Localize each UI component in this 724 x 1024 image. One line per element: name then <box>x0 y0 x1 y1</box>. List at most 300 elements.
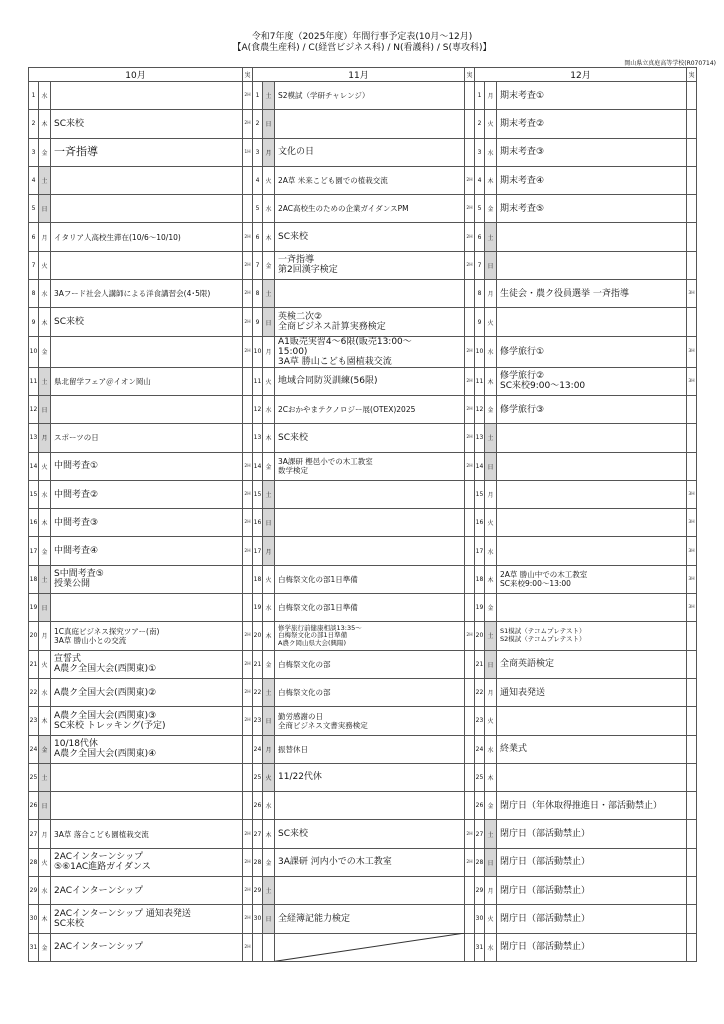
day-number: 5 <box>475 195 485 223</box>
day-number: 1 <box>475 82 485 110</box>
weekday: 火 <box>39 848 51 876</box>
event-cell: 閉庁日（部活動禁止） <box>497 820 687 848</box>
weekday: 木 <box>39 308 51 336</box>
event-cell: SC来校 <box>275 223 465 251</box>
mark-cell <box>687 678 697 706</box>
weekday <box>263 933 275 961</box>
table-row <box>29 452 697 480</box>
day-number: 22 <box>29 678 39 706</box>
weekday: 火 <box>485 905 497 933</box>
weekday: 土 <box>39 367 51 395</box>
event-cell: 10/18代休 A農ク全国大会(西関東)④ <box>51 735 243 763</box>
weekday: 木 <box>485 367 497 395</box>
day-number: 12 <box>29 395 39 423</box>
event-cell: 閉庁日（年休取得推進日・部活動禁止） <box>497 792 687 820</box>
mark-cell <box>687 763 697 791</box>
mark-cell: 2H <box>243 905 253 933</box>
mark-cell: 2H <box>465 223 475 251</box>
day-number: 27 <box>475 820 485 848</box>
event-cell: 3A課研 河内小での木工教室 <box>275 848 465 876</box>
weekday: 金 <box>263 251 275 279</box>
day-number: 17 <box>475 537 485 565</box>
weekday: 火 <box>263 367 275 395</box>
day-number: 27 <box>253 820 263 848</box>
mark-cell <box>687 395 697 423</box>
day-number: 29 <box>29 877 39 905</box>
weekday: 土 <box>39 166 51 194</box>
weekday: 月 <box>485 877 497 905</box>
day-number: 20 <box>29 622 39 650</box>
mark-cell: 2H <box>243 509 253 537</box>
table-row <box>29 650 697 678</box>
mark-cell <box>465 565 475 593</box>
mark-cell: 2H <box>465 622 475 650</box>
weekday: 土 <box>39 565 51 593</box>
mark-cell: 2H <box>465 424 475 452</box>
weekday: 月 <box>485 480 497 508</box>
mark-cell <box>243 195 253 223</box>
event-cell <box>497 223 687 251</box>
event-cell <box>275 537 465 565</box>
event-cell: 2Cおかやまテクノロジー展(OTEX)2025 <box>275 395 465 423</box>
weekday: 金 <box>39 336 51 367</box>
event-cell: SC来校 <box>275 424 465 452</box>
mark-cell: 2H <box>243 251 253 279</box>
day-number: 30 <box>29 905 39 933</box>
day-number: 31 <box>29 933 39 961</box>
weekday: 水 <box>39 82 51 110</box>
weekday: 木 <box>263 424 275 452</box>
mark-cell: 2H <box>243 707 253 735</box>
day-number: 25 <box>29 763 39 791</box>
mark-cell: 3H <box>687 594 697 622</box>
event-cell: SC来校 <box>51 110 243 138</box>
event-cell: 全商英語検定 <box>497 650 687 678</box>
event-cell <box>51 395 243 423</box>
event-cell: 修学旅行① <box>497 336 687 367</box>
day-number: 20 <box>253 622 263 650</box>
weekday: 水 <box>39 877 51 905</box>
day-number: 20 <box>475 622 485 650</box>
event-cell: 期末考査② <box>497 110 687 138</box>
mark-cell: 2H <box>243 280 253 308</box>
table-row <box>29 251 697 279</box>
schedule-table <box>28 67 697 962</box>
event-cell: 白梅祭文化の部 <box>275 650 465 678</box>
weekday: 日 <box>39 594 51 622</box>
event-cell: スポーツの日 <box>51 424 243 452</box>
weekday: 木 <box>39 707 51 735</box>
mark-cell: 2H <box>465 452 475 480</box>
event-cell <box>497 707 687 735</box>
mark-cell: 2H <box>465 195 475 223</box>
table-row <box>29 622 697 650</box>
day-number: 24 <box>29 735 39 763</box>
month-header-oct: 10月 <box>29 68 243 82</box>
month-header-dec: 12月 <box>475 68 687 82</box>
event-cell: 3A草 落合こども園植栽交流 <box>51 820 243 848</box>
event-cell <box>51 166 243 194</box>
mark-cell: 2H <box>243 308 253 336</box>
table-row <box>29 905 697 933</box>
day-number: 9 <box>475 308 485 336</box>
mark-cell <box>243 424 253 452</box>
day-number: 8 <box>29 280 39 308</box>
weekday: 水 <box>485 933 497 961</box>
mark-cell: 2H <box>243 877 253 905</box>
day-number: 16 <box>253 509 263 537</box>
event-cell: 期末考査⑤ <box>497 195 687 223</box>
mark-cell <box>687 650 697 678</box>
day-number: 18 <box>253 565 263 593</box>
event-cell: 中間考査② <box>51 480 243 508</box>
event-cell: S1模試（テコムプレテスト） S2模試（テコムプレテスト） <box>497 622 687 650</box>
weekday: 木 <box>39 110 51 138</box>
event-cell: 文化の日 <box>275 138 465 166</box>
day-number: 13 <box>253 424 263 452</box>
mark-cell <box>465 537 475 565</box>
day-number: 9 <box>253 308 263 336</box>
mark-cell <box>687 195 697 223</box>
mark-cell <box>465 594 475 622</box>
mark-cell <box>465 707 475 735</box>
day-number: 14 <box>475 452 485 480</box>
day-number: 15 <box>475 480 485 508</box>
event-cell: SC来校 <box>51 308 243 336</box>
day-number: 25 <box>475 763 485 791</box>
mark-cell: 2H <box>243 452 253 480</box>
table-row <box>29 195 697 223</box>
mark-cell <box>465 480 475 508</box>
day-number: 14 <box>253 452 263 480</box>
weekday: 土 <box>485 424 497 452</box>
day-number: 4 <box>475 166 485 194</box>
event-cell: 期末考査① <box>497 82 687 110</box>
mark-cell: 2H <box>243 480 253 508</box>
day-number: 22 <box>475 678 485 706</box>
weekday: 金 <box>39 933 51 961</box>
event-cell: 修学旅行前健康相談13:35～ 白梅祭文化の部1日準備 A農ク岡山県大会(興陽) <box>275 622 465 650</box>
table-row <box>29 138 697 166</box>
day-number: 23 <box>475 707 485 735</box>
mark-cell <box>687 735 697 763</box>
weekday: 水 <box>39 280 51 308</box>
page-subtitle: 【A(食農生産科) / C(経営ビジネス科) / N(看護科) / S(専攻科)】 <box>232 43 492 53</box>
event-cell <box>51 251 243 279</box>
day-number: 18 <box>29 565 39 593</box>
day-number: 3 <box>253 138 263 166</box>
day-number: 16 <box>475 509 485 537</box>
event-cell: 白梅祭文化の部 <box>275 678 465 706</box>
day-number: 23 <box>253 707 263 735</box>
mark-cell <box>687 223 697 251</box>
event-cell <box>497 424 687 452</box>
event-cell <box>275 933 465 961</box>
mark-cell: 3H <box>687 565 697 593</box>
weekday: 水 <box>263 395 275 423</box>
day-number: 13 <box>475 424 485 452</box>
mark-cell <box>465 877 475 905</box>
mark-cell <box>465 110 475 138</box>
event-cell: 全経簿記能力検定 <box>275 905 465 933</box>
mark-cell: 2H <box>243 223 253 251</box>
weekday: 水 <box>485 537 497 565</box>
event-cell: 県北留学フェア＠イオン岡山 <box>51 367 243 395</box>
table-row <box>29 735 697 763</box>
day-number: 7 <box>29 251 39 279</box>
weekday: 土 <box>263 480 275 508</box>
mark-cell: 2H <box>465 848 475 876</box>
weekday: 土 <box>485 223 497 251</box>
event-cell: 一斉指導 第2回漢字検定 <box>275 251 465 279</box>
mark-cell: 2H <box>465 395 475 423</box>
table-row <box>29 565 697 593</box>
event-cell <box>51 195 243 223</box>
table-row <box>29 509 697 537</box>
mark-cell: 2H <box>465 367 475 395</box>
day-number: 26 <box>475 792 485 820</box>
event-cell: 中間考査④ <box>51 537 243 565</box>
event-cell <box>275 280 465 308</box>
mark-cell: 2H <box>243 933 253 961</box>
mark-cell <box>465 82 475 110</box>
event-cell: 白梅祭文化の部1日準備 <box>275 565 465 593</box>
day-number: 2 <box>253 110 263 138</box>
weekday: 火 <box>263 565 275 593</box>
day-number: 5 <box>29 195 39 223</box>
weekday: 日 <box>263 905 275 933</box>
day-number: 1 <box>253 82 263 110</box>
mark-cell: 3H <box>687 367 697 395</box>
weekday: 土 <box>263 82 275 110</box>
day-number: 10 <box>253 336 263 367</box>
day-number: 11 <box>29 367 39 395</box>
event-cell <box>497 480 687 508</box>
weekday: 木 <box>263 622 275 650</box>
weekday: 日 <box>39 395 51 423</box>
weekday: 木 <box>39 509 51 537</box>
table-row <box>29 594 697 622</box>
table-row <box>29 707 697 735</box>
event-cell: 勤労感謝の日 全商ビジネス文書実務検定 <box>275 707 465 735</box>
weekday: 土 <box>263 877 275 905</box>
event-cell: 3Aフード社会人講師による洋食講習会(4･5限) <box>51 280 243 308</box>
day-number: 8 <box>475 280 485 308</box>
event-cell: 2AC高校生のための企業ガイダンスPM <box>275 195 465 223</box>
mark-cell <box>465 509 475 537</box>
event-cell <box>275 792 465 820</box>
event-cell: 2A草 米来こども園での植栽交流 <box>275 166 465 194</box>
day-number: 11 <box>253 367 263 395</box>
weekday: 水 <box>485 336 497 367</box>
weekday: 金 <box>39 735 51 763</box>
weekday: 木 <box>485 763 497 791</box>
event-cell <box>275 877 465 905</box>
weekday: 金 <box>485 792 497 820</box>
event-cell: 修学旅行③ <box>497 395 687 423</box>
weekday: 木 <box>263 820 275 848</box>
school-name: 岡山県立真庭高等学校(R070714) <box>624 60 716 67</box>
mark-cell <box>243 166 253 194</box>
weekday: 金 <box>39 537 51 565</box>
table-row <box>29 223 697 251</box>
mark-header: 実 <box>465 68 475 82</box>
day-number <box>253 933 263 961</box>
weekday: 月 <box>263 336 275 367</box>
weekday: 月 <box>263 138 275 166</box>
day-number: 2 <box>475 110 485 138</box>
table-row <box>29 308 697 336</box>
mark-cell <box>465 933 475 961</box>
event-cell <box>51 336 243 367</box>
mark-cell <box>465 905 475 933</box>
weekday: 火 <box>263 763 275 791</box>
day-number: 26 <box>29 792 39 820</box>
mark-cell <box>243 735 253 763</box>
weekday: 日 <box>263 707 275 735</box>
mark-cell: 2H <box>465 166 475 194</box>
day-number: 16 <box>29 509 39 537</box>
mark-cell: 2H <box>465 336 475 367</box>
day-number: 18 <box>475 565 485 593</box>
mark-cell <box>687 138 697 166</box>
event-cell: 閉庁日（部活動禁止） <box>497 848 687 876</box>
weekday: 日 <box>39 195 51 223</box>
event-cell <box>275 110 465 138</box>
event-cell <box>51 792 243 820</box>
weekday: 金 <box>263 848 275 876</box>
day-number: 13 <box>29 424 39 452</box>
event-cell <box>497 308 687 336</box>
weekday: 水 <box>485 138 497 166</box>
day-number: 9 <box>29 308 39 336</box>
day-number: 19 <box>475 594 485 622</box>
event-cell: 一斉指導 <box>51 138 243 166</box>
day-number: 11 <box>475 367 485 395</box>
weekday: 水 <box>39 678 51 706</box>
mark-cell <box>243 792 253 820</box>
mark-cell <box>243 565 253 593</box>
day-number: 14 <box>29 452 39 480</box>
table-row <box>29 424 697 452</box>
mark-cell <box>465 792 475 820</box>
weekday: 月 <box>263 537 275 565</box>
event-cell: 修学旅行② SC来校9:00～13:00 <box>497 367 687 395</box>
mark-cell: 2H <box>465 251 475 279</box>
weekday: 日 <box>263 110 275 138</box>
event-cell: 2ACインターンシップ <box>51 877 243 905</box>
weekday: 火 <box>39 251 51 279</box>
event-cell: イタリア人高校生滞在(10/6～10/10) <box>51 223 243 251</box>
mark-cell: 3H <box>687 537 697 565</box>
day-number: 30 <box>253 905 263 933</box>
mark-cell <box>687 424 697 452</box>
day-number: 28 <box>475 848 485 876</box>
day-number: 28 <box>253 848 263 876</box>
event-cell: 白梅祭文化の部1日準備 <box>275 594 465 622</box>
weekday: 日 <box>485 848 497 876</box>
table-row <box>29 367 697 395</box>
day-number: 6 <box>475 223 485 251</box>
weekday: 土 <box>39 763 51 791</box>
weekday: 木 <box>485 565 497 593</box>
table-row <box>29 848 697 876</box>
day-number: 28 <box>29 848 39 876</box>
weekday: 月 <box>485 678 497 706</box>
event-cell: S中間考査⑤ 授業公開 <box>51 565 243 593</box>
table-row <box>29 820 697 848</box>
mark-cell <box>687 82 697 110</box>
weekday: 日 <box>485 650 497 678</box>
event-cell: A農ク全国大会(西関東)② <box>51 678 243 706</box>
day-number: 26 <box>253 792 263 820</box>
event-cell: 2ACインターンシップ ⑤⑥1AC進路ガイダンス <box>51 848 243 876</box>
event-cell: 地域合同防災訓練(56限) <box>275 367 465 395</box>
day-number: 12 <box>475 395 485 423</box>
day-number: 6 <box>29 223 39 251</box>
event-cell: 閉庁日（部活動禁止） <box>497 877 687 905</box>
table-row <box>29 933 697 961</box>
mark-cell <box>243 367 253 395</box>
day-number: 3 <box>29 138 39 166</box>
weekday: 木 <box>39 905 51 933</box>
day-number: 4 <box>29 166 39 194</box>
table-row <box>29 877 697 905</box>
weekday: 水 <box>263 792 275 820</box>
mark-cell: 2H <box>243 820 253 848</box>
event-cell <box>497 452 687 480</box>
event-cell: 期末考査③ <box>497 138 687 166</box>
mark-cell: 2H <box>243 110 253 138</box>
event-cell <box>497 594 687 622</box>
table-row <box>29 280 697 308</box>
mark-cell: 2H <box>243 848 253 876</box>
day-number: 29 <box>253 877 263 905</box>
weekday: 火 <box>485 509 497 537</box>
event-cell: 2A草 勝山中での木工教室 SC来校9:00～13:00 <box>497 565 687 593</box>
day-number: 29 <box>475 877 485 905</box>
weekday: 日 <box>485 452 497 480</box>
mark-cell <box>465 735 475 763</box>
weekday: 月 <box>39 223 51 251</box>
day-number: 27 <box>29 820 39 848</box>
event-cell: 11/22代休 <box>275 763 465 791</box>
mark-cell <box>465 280 475 308</box>
mark-cell: 1H <box>243 138 253 166</box>
day-number: 1 <box>29 82 39 110</box>
day-number: 24 <box>475 735 485 763</box>
weekday: 火 <box>485 110 497 138</box>
day-number: 10 <box>475 336 485 367</box>
mark-cell <box>687 820 697 848</box>
weekday: 木 <box>263 223 275 251</box>
event-cell: 中間考査③ <box>51 509 243 537</box>
event-cell: 通知表発送 <box>497 678 687 706</box>
event-cell <box>51 763 243 791</box>
day-number: 22 <box>253 678 263 706</box>
mark-header: 実 <box>687 68 697 82</box>
day-number: 10 <box>29 336 39 367</box>
day-number: 5 <box>253 195 263 223</box>
event-cell <box>275 480 465 508</box>
mark-cell: 2H <box>243 650 253 678</box>
day-number: 12 <box>253 395 263 423</box>
event-cell: 1C真庭ビジネス探究ツアー(南) 3A草 勝山小との交流 <box>51 622 243 650</box>
weekday: 土 <box>263 280 275 308</box>
weekday: 日 <box>263 308 275 336</box>
day-number: 7 <box>475 251 485 279</box>
event-cell <box>497 537 687 565</box>
